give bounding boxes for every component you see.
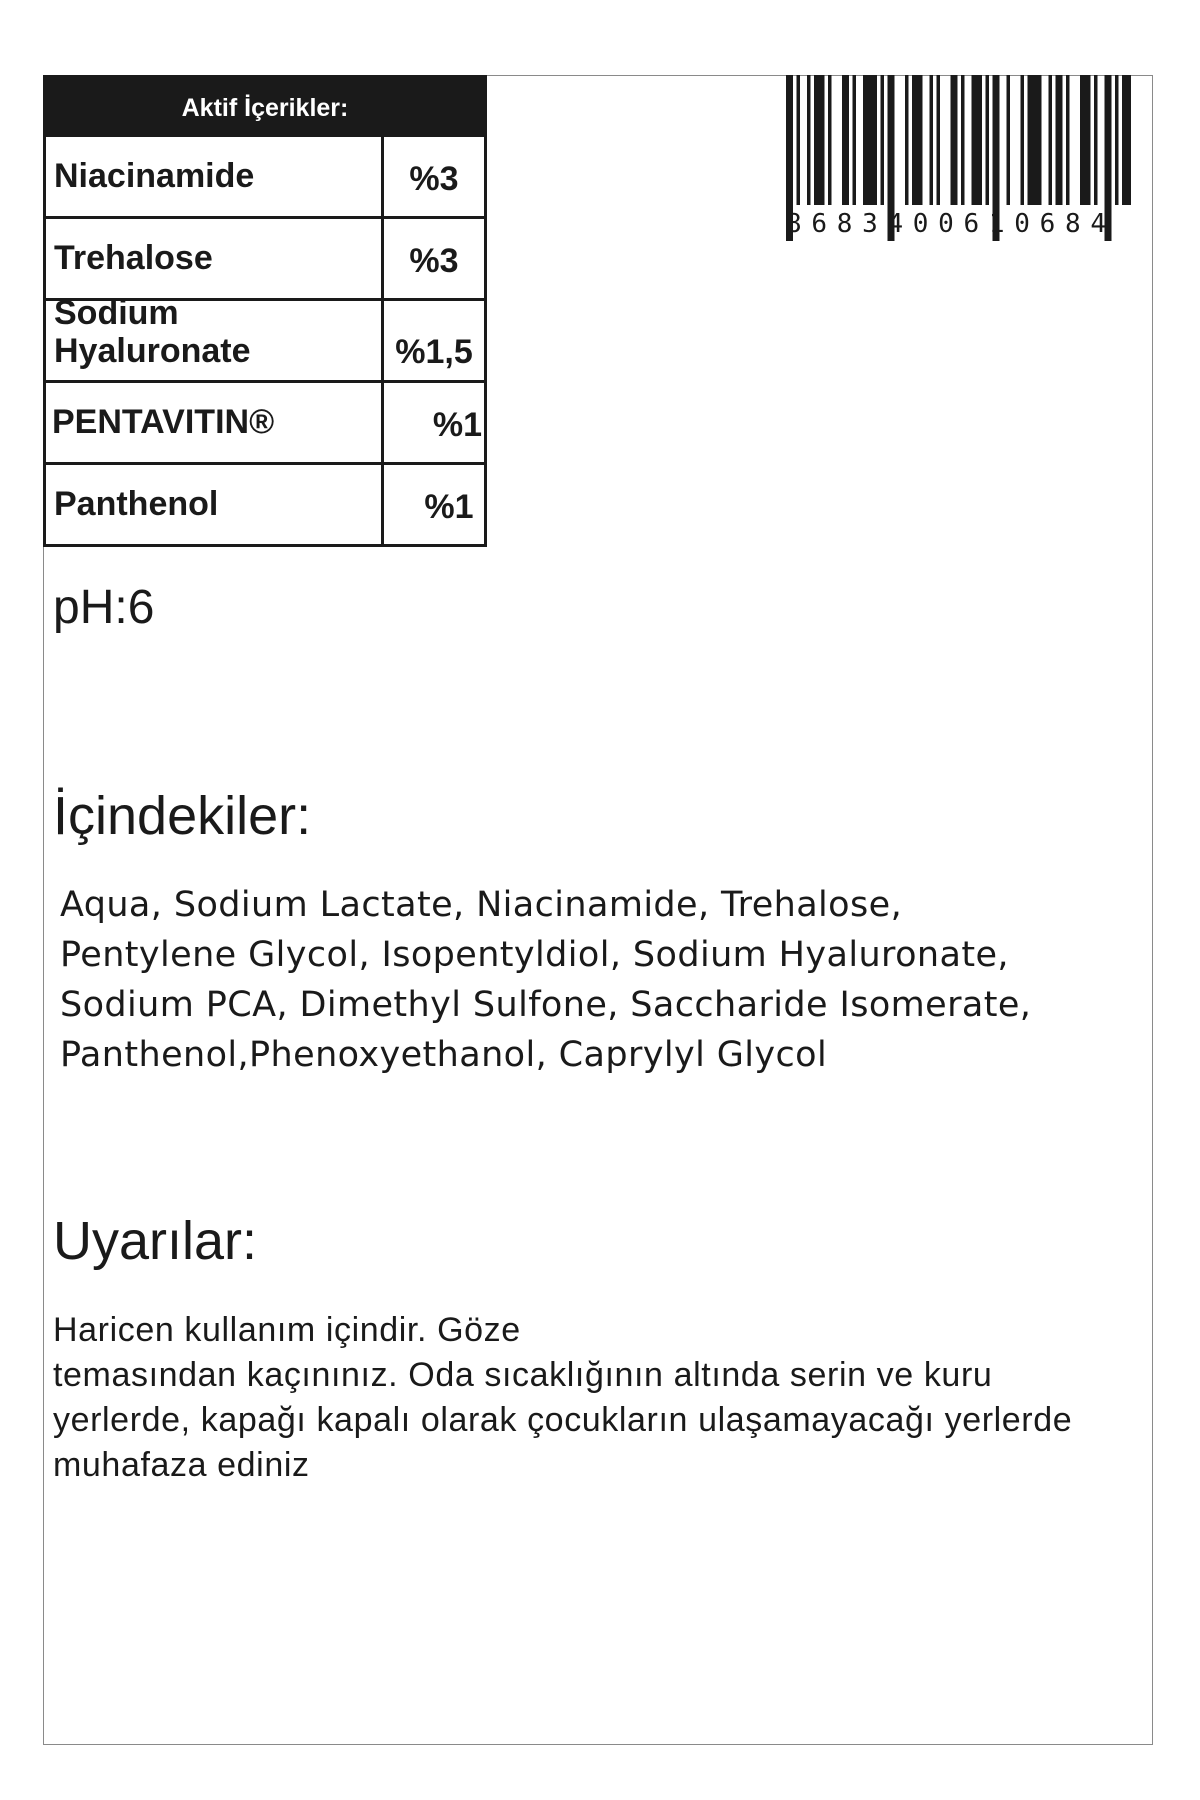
table-row [46, 380, 484, 462]
active-ingredients-table [43, 75, 487, 547]
barcode-bar [930, 75, 934, 205]
ingredient-percent: %3 [409, 242, 459, 280]
warnings-line: Haricen kullanım içindir. Göze [53, 1311, 521, 1349]
barcode-bar [1115, 75, 1119, 205]
ingredient-percent: %3 [409, 160, 459, 198]
barcode-bar [1021, 75, 1025, 205]
barcode-bar [863, 75, 877, 205]
barcode-bar [905, 75, 909, 205]
barcode-bar [937, 75, 941, 205]
active-ingredients-header: Aktif İçerikler: [46, 78, 484, 134]
barcode-bar [853, 75, 857, 205]
barcode-bar [828, 75, 832, 205]
barcode-bar [912, 75, 923, 205]
ingredient-percent: %1,5 [395, 333, 473, 371]
barcode-bar [797, 75, 801, 205]
barcode-bar [881, 75, 885, 205]
barcode-bar [961, 75, 965, 205]
barcode-bar [1080, 75, 1091, 205]
barcode-bar [951, 75, 958, 205]
barcode-bar [1028, 75, 1042, 205]
barcode-bar [972, 75, 983, 205]
warnings-line: temasından kaçınınız. Oda sıcaklığının altında serin ve kuru yerlerde, kapağı kapalı olarak çocukların ulaşamayacağı yerlerde muhafaza ediniz [53, 1356, 1073, 1484]
barcode-bar [814, 75, 825, 205]
barcode-bar [1007, 75, 1011, 205]
barcode-number: 8683400610684 [786, 209, 1106, 239]
barcode-bar [1122, 75, 1131, 205]
barcode [786, 75, 1131, 241]
barcode-bar [1056, 75, 1063, 205]
barcode-bar [1066, 75, 1070, 205]
warnings-title: Uyarılar: [53, 1211, 258, 1271]
table-row [46, 462, 484, 544]
barcode-bar [986, 75, 990, 205]
ingredient-name: PENTAVITIN® [46, 383, 384, 462]
ingredients-list: Aqua, Sodium Lactate, Niacinamide, Trehalose, Pentylene Glycol, Isopentyldiol, Sodium Hyaluronate, Sodium PCA, Dimethyl Sulfone, Saccharide Isomerate, Panthenol,Phenoxyethanol, Caprylyl Glycol [60, 885, 1032, 1075]
barcode-bar [1094, 75, 1098, 205]
table-row [46, 216, 484, 298]
ingredient-name: Niacinamide [46, 137, 384, 216]
barcode-bar [807, 75, 811, 205]
barcode-bar [1049, 75, 1053, 205]
ph-value: pH:6 [53, 581, 155, 634]
ingredient-name: Trehalose [46, 219, 384, 298]
warnings-text [53, 1308, 1133, 1488]
table-row [46, 293, 484, 380]
ingredient-percent: %1 [432, 406, 482, 444]
ingredient-name: Panthenol [46, 465, 384, 544]
table-row [46, 134, 484, 216]
ingredient-percent: %1 [424, 488, 474, 526]
ingredients-title: İçindekiler: [53, 786, 312, 846]
ingredient-name: Sodium Hyaluronate [46, 301, 384, 380]
barcode-bar [842, 75, 849, 205]
